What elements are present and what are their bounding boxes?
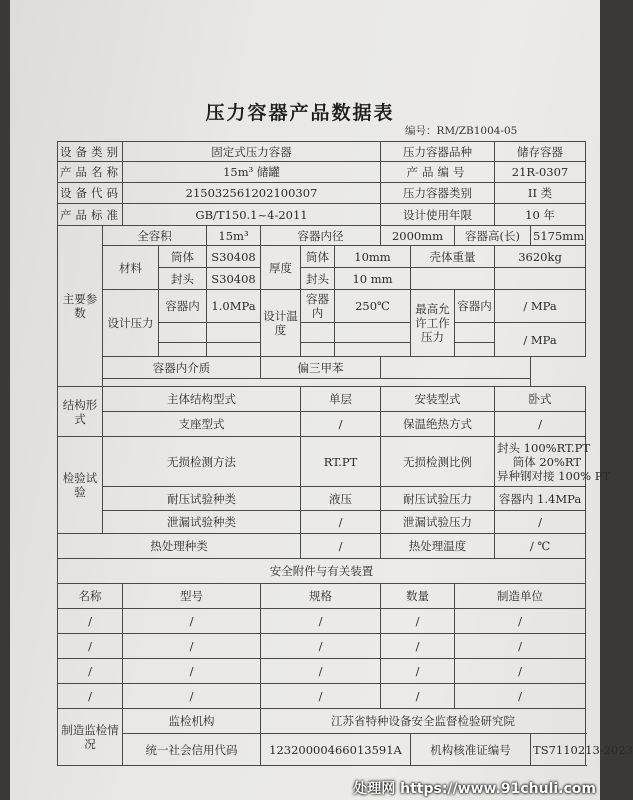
table-row (58, 659, 586, 684)
structure-section-label: 结构形式 (58, 387, 103, 437)
safety-header-spec: 规格 (261, 584, 381, 609)
head-thk-value: 10 mm (335, 268, 411, 290)
table-cell: / (123, 659, 261, 684)
diameter-label: 容器内径 (261, 226, 381, 246)
std-label: 产品标准 (58, 204, 123, 226)
heat-temp-value: / ℃ (495, 534, 586, 559)
height-label: 容器高(长) (455, 226, 531, 246)
table-cell: / (381, 684, 455, 709)
safety-header-model: 型号 (123, 584, 261, 609)
ratio-line-3: 异种钢对接 100% PT (497, 468, 611, 483)
weight-value: 3620kg (495, 246, 586, 268)
life-label: 设计使用年限 (381, 204, 495, 226)
data-table (57, 141, 633, 766)
table-cell: / (455, 684, 586, 709)
table-cell: / (455, 659, 586, 684)
thickness-label: 厚度 (261, 246, 301, 290)
medium-label: 容器内介质 (103, 357, 261, 379)
table-cell: / (381, 659, 455, 684)
kind-value: 储存容器 (495, 142, 586, 162)
table-row (58, 634, 586, 659)
design-temp-label: 设计温度 (261, 290, 301, 357)
org-value: 江苏省特种设备安全监督检验研究院 (261, 709, 586, 734)
table-cell: / (58, 634, 123, 659)
ratio-line-2: 筒体 20%RT (512, 454, 582, 469)
weight-label: 壳体重量 (411, 246, 495, 268)
approval-label: 机构核准证编号 (411, 734, 531, 766)
table-row (58, 684, 586, 709)
name-value: 15m³ 储罐 (123, 162, 381, 183)
type-label: 设备类别 (58, 142, 123, 162)
insulation-value: / (495, 412, 586, 437)
head-material: S30408 (207, 268, 261, 290)
table-cell: / (261, 609, 381, 634)
credit-label: 统一社会信用代码 (123, 734, 261, 766)
heat-temp-label: 热处理温度 (381, 534, 495, 559)
table-cell: / (455, 609, 586, 634)
serial-number: 编号：RM/ZB1004-05 (405, 125, 518, 137)
ratio-label: 无损检测比例 (381, 437, 495, 487)
credit-value: 12320000466013591A (261, 734, 411, 766)
safety-header-name: 名称 (58, 584, 123, 609)
table-cell: / (123, 684, 261, 709)
pt-pressure-label: 耐压试验压力 (381, 487, 495, 511)
head-label: 封头 (159, 268, 207, 290)
safety-header-maker: 制造单位 (455, 584, 586, 609)
safety-title: 安全附件与有关装置 (58, 559, 586, 584)
code-label: 设备代码 (58, 183, 123, 204)
dt-value: 250℃ (335, 290, 411, 323)
life-value: 10 年 (495, 204, 586, 226)
name-label: 产品名称 (58, 162, 123, 183)
page-title: 压力容器产品数据表 (205, 102, 395, 124)
ndt-label: 无损检测方法 (103, 437, 301, 487)
support-label: 支座型式 (103, 412, 301, 437)
num-value: 21R-0307 (495, 162, 586, 183)
class-value: II 类 (495, 183, 586, 204)
table-cell: / (261, 634, 381, 659)
height-value: 5175mm (531, 226, 586, 246)
num-label: 产品编号 (381, 162, 495, 183)
table-cell: / (381, 634, 455, 659)
table-cell: / (455, 634, 586, 659)
medium-value: 偏三甲苯 (261, 357, 381, 379)
dt-vessel-label: 容器内 (301, 290, 335, 323)
pt-type-value: 液压 (301, 487, 381, 511)
approval-value: TS7110213-2023 (531, 734, 586, 766)
table-cell: / (123, 634, 261, 659)
leak-pressure-value: / (495, 511, 586, 534)
table-cell: / (58, 684, 123, 709)
heat-type-label: 热处理种类 (58, 534, 301, 559)
ratio-line-1: 封头 100%RT.PT (497, 440, 591, 455)
supervision-section-label: 制造监检情况 (58, 709, 123, 766)
table-cell: / (261, 684, 381, 709)
shell-material: S30408 (207, 246, 261, 268)
table-row (58, 609, 586, 634)
safety-header-qty: 数量 (381, 584, 455, 609)
shell-thk-value: 10mm (335, 246, 411, 268)
code-value: 215032561202100307 (123, 183, 381, 204)
table-cell: / (123, 609, 261, 634)
head-thk-label: 封头 (301, 268, 335, 290)
leak-pressure-label: 泄漏试验压力 (381, 511, 495, 534)
kind-label: 压力容器品种 (381, 142, 495, 162)
type-value: 固定式压力容器 (123, 142, 381, 162)
maw-label: 最高允许工作压力 (411, 290, 455, 357)
maw-value-2: / MPa (495, 323, 586, 357)
material-label: 材料 (103, 246, 159, 290)
std-value: GB/T150.1~4-2011 (123, 204, 381, 226)
table-cell: / (58, 609, 123, 634)
support-value: / (301, 412, 381, 437)
table-cell: / (58, 659, 123, 684)
insulation-label: 保温绝热方式 (381, 412, 495, 437)
dp-value: 1.0MPa (207, 290, 261, 323)
install-value: 卧式 (495, 387, 586, 412)
main-structure-value: 单层 (301, 387, 381, 412)
pt-type-label: 耐压试验种类 (103, 487, 301, 511)
shell-thk-label: 筒体 (301, 246, 335, 268)
watermark: 处理网 https://www.91chuli.com (353, 781, 596, 797)
leak-type-label: 泄漏试验种类 (103, 511, 301, 534)
class-label: 压力容器类别 (381, 183, 495, 204)
diameter-value: 2000mm (381, 226, 455, 246)
main-structure-label: 主体结构型式 (103, 387, 301, 412)
ndt-value: RT.PT (301, 437, 381, 487)
table-cell: / (381, 609, 455, 634)
pt-pressure-value: 容器内 1.4MPa (495, 487, 586, 511)
inspection-section-label: 检验试验 (58, 437, 103, 534)
heat-type-value: / (301, 534, 381, 559)
maw-value-1: / MPa (495, 290, 586, 323)
leak-type-value: / (301, 511, 381, 534)
params-section-label: 主要参数 (58, 226, 103, 387)
design-pressure-label: 设计压力 (103, 290, 159, 357)
shell-label: 筒体 (159, 246, 207, 268)
volume-label: 全容积 (103, 226, 207, 246)
org-label: 监检机构 (123, 709, 261, 734)
volume-value: 15m³ (207, 226, 261, 246)
install-label: 安装型式 (381, 387, 495, 412)
dp-vessel-label: 容器内 (159, 290, 207, 323)
maw-vessel-label: 容器内 (455, 290, 495, 323)
table-cell: / (261, 659, 381, 684)
